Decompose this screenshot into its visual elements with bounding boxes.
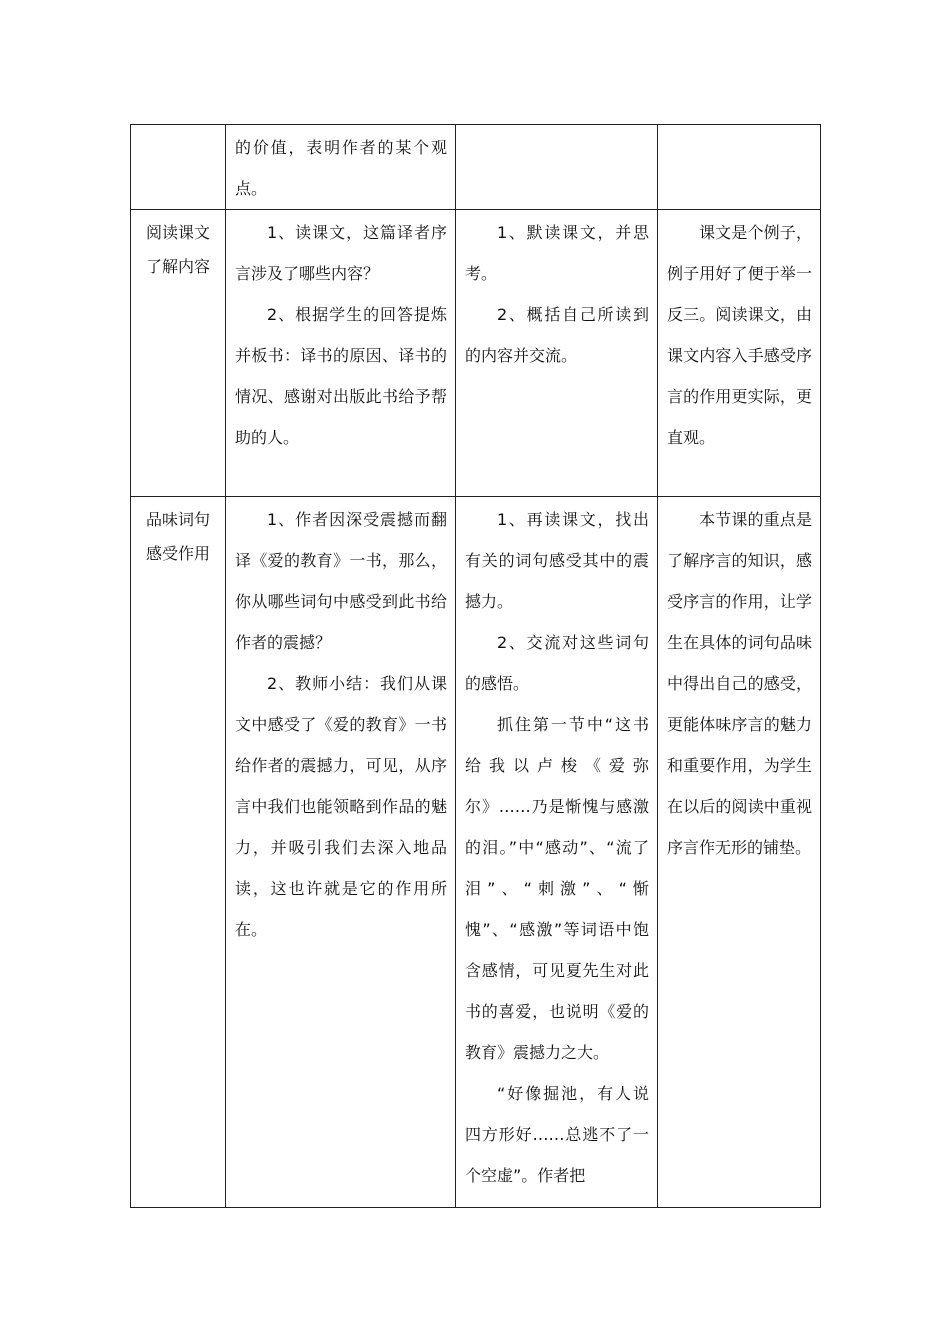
stage-label-cell <box>131 210 226 497</box>
teacher-activity-cell <box>226 210 456 497</box>
design-paragraph: 本节课的重点是了解序言的知识，感受序言的作用，让学生在具体的词句品味中得出自己的感受，更能体味序言的魅力和重要作用，为学生在以后的阅读中重视序言作无形的铺垫。 <box>667 510 812 857</box>
student-activity-cell <box>456 210 658 497</box>
stage-label-line: 品味词句 <box>145 510 210 529</box>
table-row <box>131 210 821 497</box>
student-paragraph: 抓住第一节中“这书给我以卢梭《爱弥尔》……乃是惭愧与感激的泪。”中“感动”、“流了泪”、“刺激”、“惭愧”、“感激”等词语中饱含感情，可见夏先生对此书的喜爱，也说明《爱的教育》震撼力之大。 <box>465 715 649 1062</box>
table-row <box>131 125 821 210</box>
student-paragraph: 1、再读课文，找出有关的词句感受其中的震撼力。 <box>465 510 649 611</box>
student-paragraph: 1、默读课文，并思考。 <box>465 223 649 283</box>
stage-label-line: 了解内容 <box>145 257 210 276</box>
teacher-paragraph: 2、教师小结：我们从课文中感受了《爱的教育》一书给作者的震撼力，可见，从序言中我们也能领略到作品的魅力，并吸引我们去深入地品读，这也许就是它的作用所在。 <box>235 674 447 939</box>
table-row <box>131 497 821 1208</box>
teacher-paragraph: 1、作者因深受震撼而翻译《爱的教育》一书，那么，你从哪些词句中感受到此书给作者的震撼？ <box>235 510 447 652</box>
lesson-plan-table <box>130 124 821 1208</box>
teacher-activity-cell <box>226 125 456 210</box>
design-intent-cell <box>658 497 821 1208</box>
teacher-paragraph: 的价值，表明作者的某个观点。 <box>235 138 447 198</box>
student-paragraph: “好像掘池，有人说四方形好……总逃不了一个空虚”。作者把 <box>465 1084 649 1185</box>
design-paragraph: 课文是个例子，例子用好了便于举一反三。阅读课文，由课文内容入手感受序言的作用更实际，更直观。 <box>667 223 812 447</box>
student-paragraph: 2、概括自己所读到的内容并交流。 <box>465 305 649 365</box>
stage-label-cell <box>131 125 226 210</box>
student-paragraph: 2、交流对这些词句的感悟。 <box>465 633 649 693</box>
teacher-activity-cell <box>226 497 456 1208</box>
stage-label-line: 感受作用 <box>145 544 210 563</box>
stage-label-cell <box>131 497 226 1208</box>
student-activity-cell <box>456 125 658 210</box>
design-intent-cell <box>658 210 821 497</box>
student-activity-cell <box>456 497 658 1208</box>
stage-label-line: 阅读课文 <box>145 223 210 242</box>
design-intent-cell <box>658 125 821 210</box>
teacher-paragraph: 1、读课文，这篇译者序言涉及了哪些内容？ <box>235 223 447 283</box>
teacher-paragraph: 2、根据学生的回答提炼并板书：译书的原因、译书的情况、感谢对出版此书给予帮助的人。 <box>235 305 447 447</box>
